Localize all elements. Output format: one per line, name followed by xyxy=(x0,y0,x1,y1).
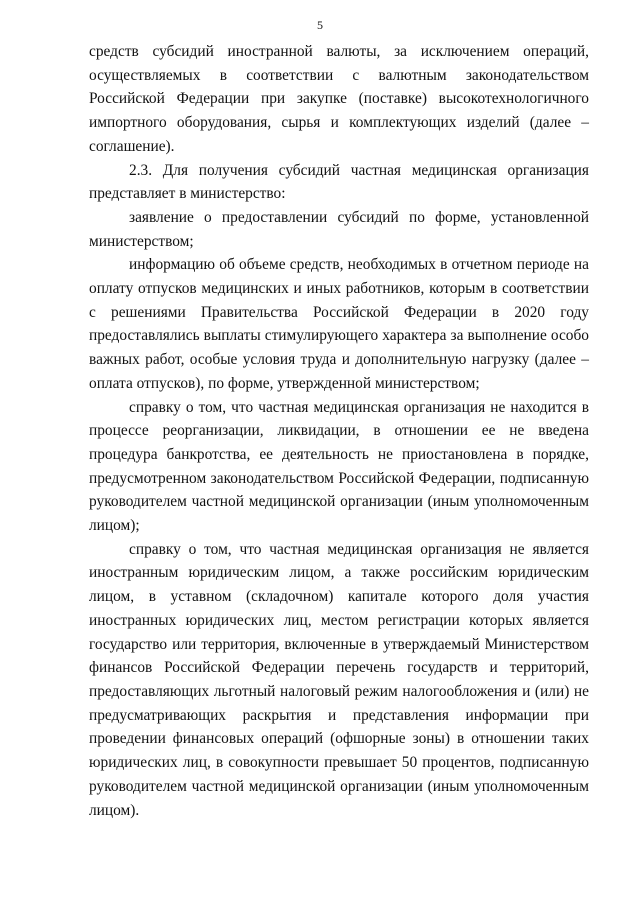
document-body xyxy=(89,40,589,822)
paragraph-reorganization-certificate: справку о том, что частная медицинская организация не находится в процессе реорганизации, ликвидации, в отношении ее не введена процедура банкротства, ее деятельность не приостановлена в порядке, предусмотренном законодательством Российской Федерации, подписанную руководителем частной медицинской организации (иным уполномоченным лицом); xyxy=(89,398,589,535)
paragraph-funds-information: информацию об объеме средств, необходимых в отчетном периоде на оплату отпусков медицинских и иных работников, которым в соответствии с решениями Правительства Российской Федерации в 2020 году предоставлялись выплаты стимулирующего характера за выполнение особо важных работ, особые условия труда и дополнительную нагрузку (далее – оплата отпусков), по форме, утвержденной министерством; xyxy=(89,256,589,392)
page-number: 5 xyxy=(317,18,323,32)
paragraph-clause-2-3: 2.3. Для получения субсидий частная медицинская организация представляет в министерство: xyxy=(89,161,589,203)
paragraph-foreign-entity-certificate: справку о том, что частная медицинская организация не является иностранным юридическим лицом, а также российским юридическим лицом, в уставном (складочном) капитале которого доля участия иностранных юридических лиц, местом регистрации которых является государство или территория, включенные в утверждаемый Министерством финансов Российской Федерации перечень государств и территорий, предоставляющих льготный налоговый режим налогообложения и (или) не предусматривающих раскрытия и представления информации при проведении финансовых операций (офшорные зоны) в отношении таких юридических лиц, в совокупности превышает 50 процентов, подписанную руководителем частной медицинской организации (иным уполномоченным лицом). xyxy=(89,540,589,819)
paragraph-continuation: средств субсидий иностранной валюты, за исключением операций, осуществляемых в соответствии с валютным законодательством Российской Федерации при закупке (поставке) высокотехнологичного импортного оборудования, сырья и комплектующих изделий (далее – соглашение). xyxy=(89,43,589,155)
paragraph-application: заявление о предоставлении субсидий по форме, установленной министерством; xyxy=(89,208,589,250)
